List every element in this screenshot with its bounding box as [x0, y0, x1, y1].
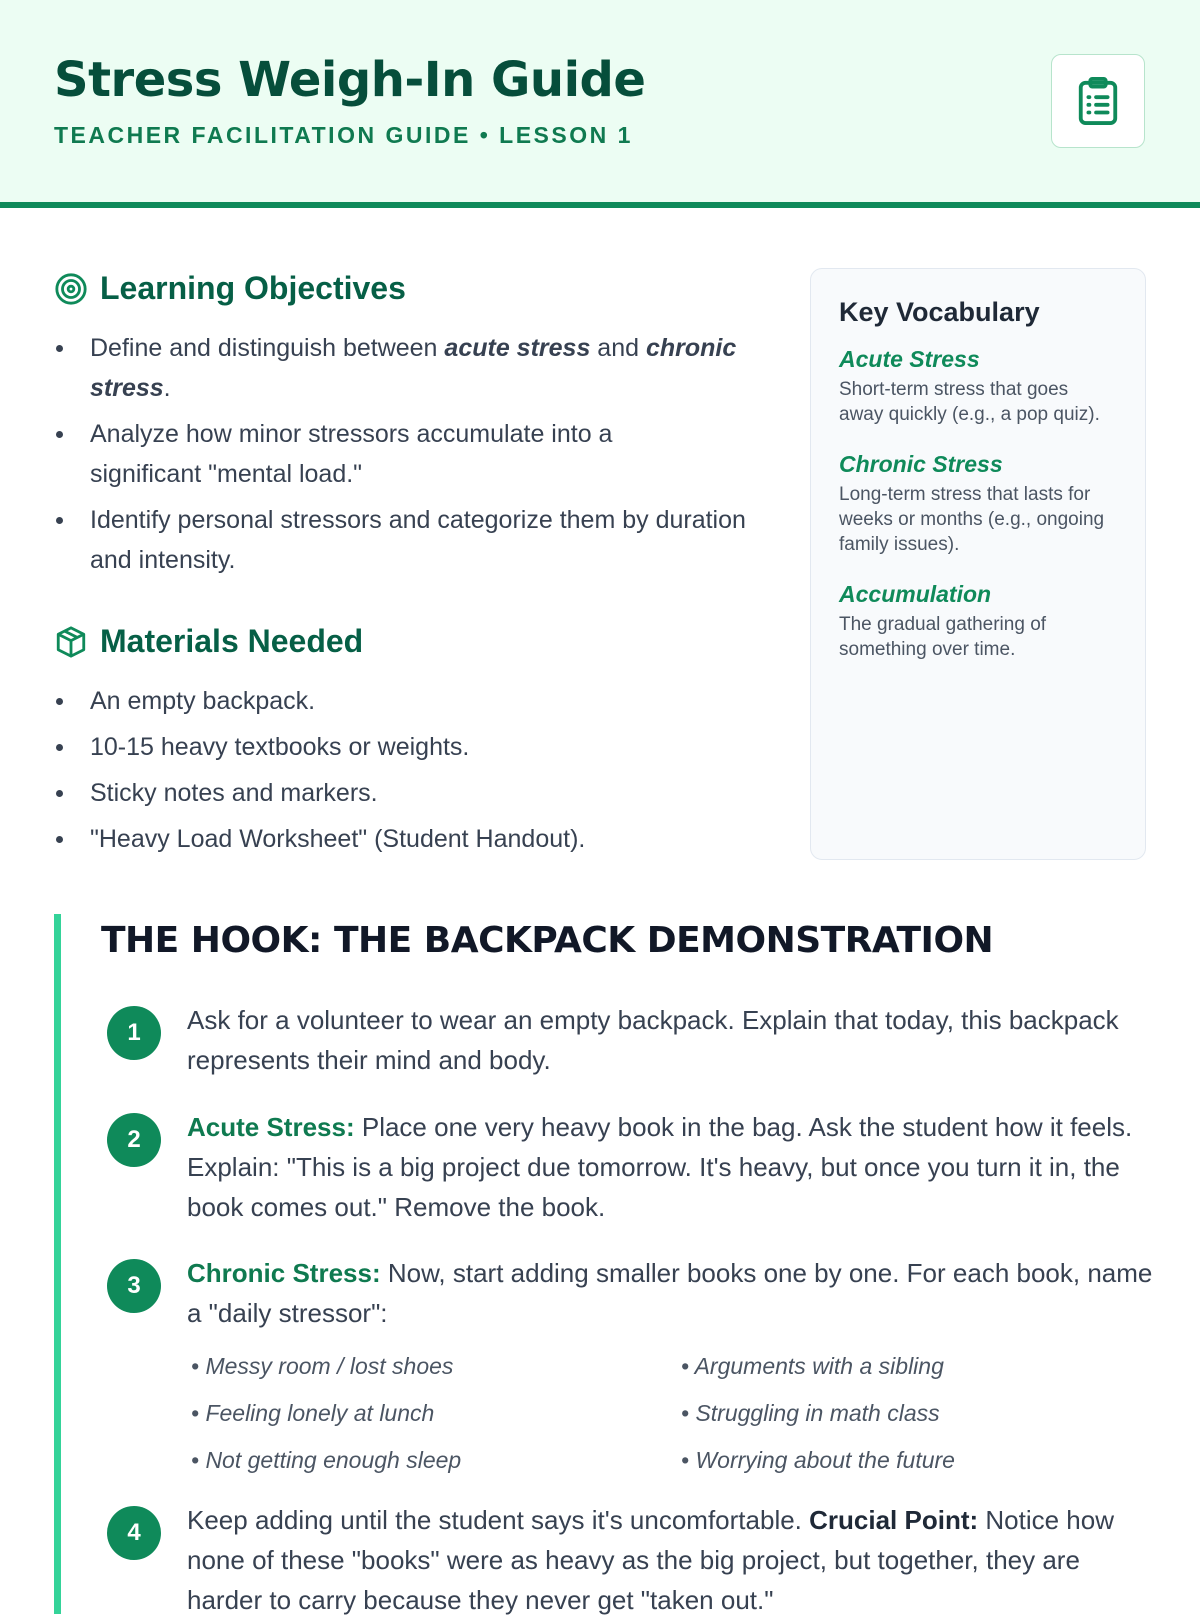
vocab-definition: The gradual gathering of something over time. — [839, 614, 1047, 660]
materials-heading-row — [54, 623, 363, 660]
step-number: 4 — [107, 1506, 161, 1560]
step-text: Acute Stress: Place one very heavy book in the bag. Ask the student how it feels. Explain: "This is a big project due tomorrow. It's heavy, but once you turn it in, the book comes out." Remove the book. — [187, 1112, 1133, 1222]
step-number: 1 — [107, 1006, 161, 1060]
vocab-term: Chronic Stress — [839, 451, 1003, 477]
target-icon — [54, 272, 88, 306]
step-text: Chronic Stress: Now, start adding smaller books one by one. For each book, name a "daily stressor": — [187, 1258, 1153, 1328]
material-item: Sticky notes and markers. — [54, 773, 770, 813]
page-title: Stress Weigh-In Guide — [54, 52, 646, 108]
vocab-definition: Long-term stress that lasts for weeks or months (e.g., ongoing family issues). — [839, 484, 1105, 555]
material-item: "Heavy Load Worksheet" (Student Handout). — [54, 819, 770, 859]
stressor-item: • Messy room / lost shoes — [191, 1353, 454, 1379]
materials-list — [54, 681, 770, 865]
objectives-heading-row — [54, 270, 406, 307]
vocabulary-card — [810, 268, 1146, 860]
vocab-term: Acute Stress — [839, 346, 980, 372]
stressor-item: • Not getting enough sleep — [191, 1447, 462, 1473]
step-number: 3 — [107, 1259, 161, 1313]
box-icon — [54, 625, 88, 659]
stressor-item: • Struggling in math class — [681, 1400, 940, 1426]
step-text: Ask for a volunteer to wear an empty backpack. Explain that today, this backpack represents their mind and body. — [187, 1005, 1119, 1075]
vocabulary-heading: Key Vocabulary — [839, 297, 1040, 327]
vocab-term: Accumulation — [839, 581, 992, 607]
objectives-list — [54, 328, 770, 586]
clipboard-list-icon — [1075, 76, 1121, 126]
materials-heading: Materials Needed — [100, 623, 364, 659]
objective-item: Analyze how minor stressors accumulate into a significant "mental load." — [54, 414, 730, 494]
hook-heading: THE HOOK: THE BACKPACK DEMONSTRATION — [101, 920, 994, 961]
step-keyword: Crucial Point: — [809, 1505, 979, 1535]
vocab-definition: Short-term stress that goes away quickly (e.g., a pop quiz). — [839, 379, 1100, 425]
page-header — [0, 0, 1200, 208]
hook-section — [54, 914, 1153, 1614]
step-keyword: Chronic Stress: — [187, 1258, 381, 1288]
objectives-heading: Learning Objectives — [100, 270, 406, 306]
step-keyword: Acute Stress: — [187, 1112, 355, 1142]
material-item: 10-15 heavy textbooks or weights. — [54, 727, 770, 767]
stressor-item: • Worrying about the future — [681, 1447, 955, 1473]
stressor-item: • Arguments with a sibling — [681, 1353, 944, 1379]
step-number: 2 — [107, 1113, 161, 1167]
material-item: An empty backpack. — [54, 681, 770, 721]
objective-item: Identify personal stressors and categorize them by duration and intensity. — [54, 500, 770, 580]
clipboard-button[interactable] — [1051, 54, 1145, 148]
step-text: Keep adding until the student says it's uncomfortable. Crucial Point: Notice how none of these "books" were as heavy as the big project, but together, they are harder to carry because they never get "taken out." — [187, 1505, 1114, 1615]
objective-item: Define and distinguish between acute stress and chronic stress. — [54, 328, 750, 408]
page-subtitle: TEACHER FACILITATION GUIDE • LESSON 1 — [54, 122, 633, 148]
stressor-item: • Feeling lonely at lunch — [191, 1400, 435, 1426]
